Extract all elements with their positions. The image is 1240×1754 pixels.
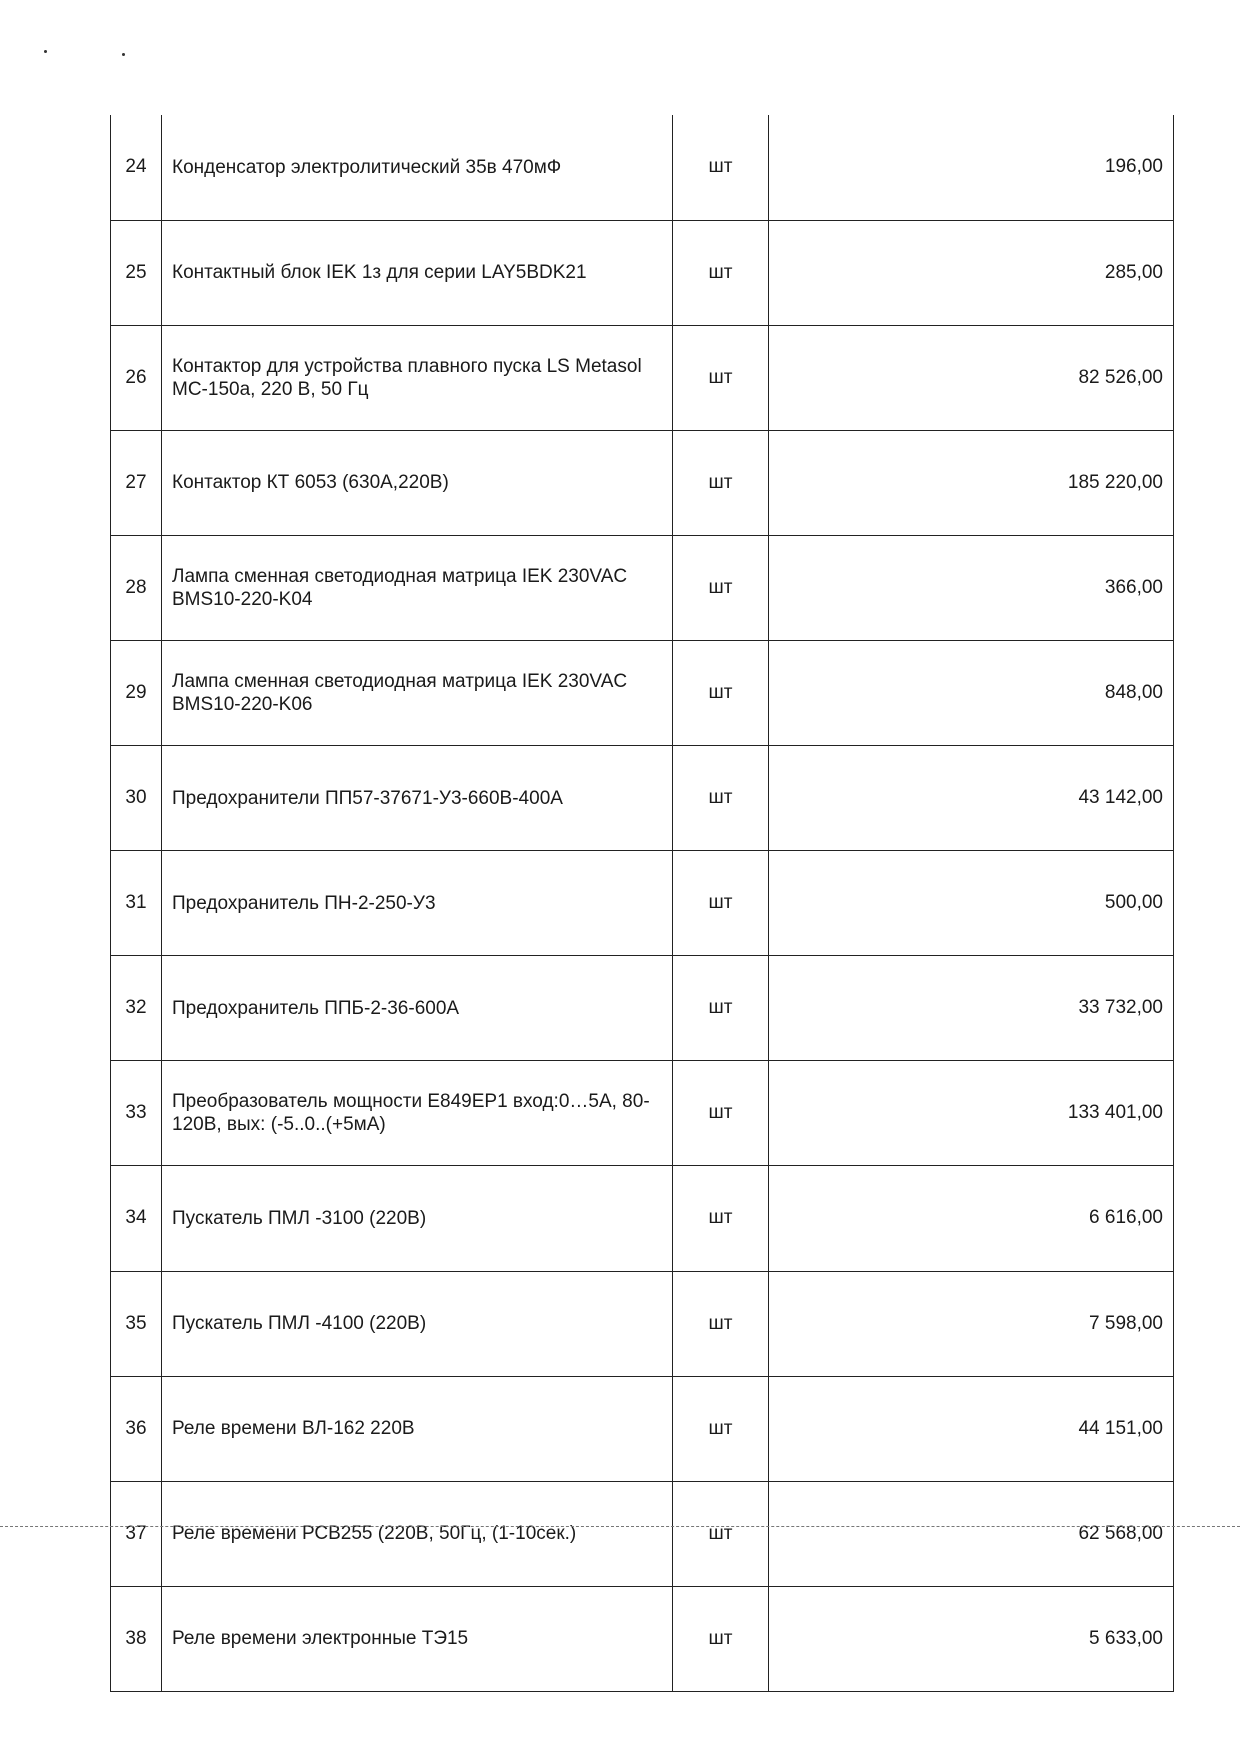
item-name: Контактный блок IEK 1з для серии LAY5BDK21 [162, 220, 673, 325]
row-number: 25 [111, 220, 162, 325]
price-cell: 62 568,00 [769, 1481, 1174, 1586]
table-row [111, 115, 1174, 220]
price-cell: 285,00 [769, 220, 1174, 325]
price-cell: 133 401,00 [769, 1061, 1174, 1166]
item-name: Предохранитель ПН-2-250-У3 [162, 851, 673, 956]
item-name: Реле времени РСВ255 (220В, 50Гц, (1-10сек.) [162, 1481, 673, 1586]
row-number: 36 [111, 1376, 162, 1481]
item-name: Контактор КТ 6053 (630А,220В) [162, 430, 673, 535]
unit-cell: шт [673, 430, 769, 535]
item-name: Пускатель ПМЛ -3100 (220В) [162, 1166, 673, 1271]
unit-cell: шт [673, 1376, 769, 1481]
items-table [110, 115, 1174, 1692]
row-number: 35 [111, 1271, 162, 1376]
item-name: Предохранители ПП57-37671-У3-660В-400А [162, 746, 673, 851]
table-row [111, 1376, 1174, 1481]
row-number: 38 [111, 1586, 162, 1691]
table-row [111, 1061, 1174, 1166]
unit-cell: шт [673, 1586, 769, 1691]
price-cell: 196,00 [769, 115, 1174, 220]
table-row [111, 640, 1174, 745]
item-name: Пускатель ПМЛ -4100 (220В) [162, 1271, 673, 1376]
item-name: Контактор для устройства плавного пуска LS Metasol MC-150a, 220 В, 50 Гц [162, 325, 673, 430]
price-cell: 82 526,00 [769, 325, 1174, 430]
table-row [111, 535, 1174, 640]
unit-cell: шт [673, 1166, 769, 1271]
row-number: 33 [111, 1061, 162, 1166]
unit-cell: шт [673, 115, 769, 220]
item-name: Реле времени электронные ТЭ15 [162, 1586, 673, 1691]
row-number: 24 [111, 115, 162, 220]
price-cell: 500,00 [769, 851, 1174, 956]
table-row [111, 430, 1174, 535]
item-name: Преобразователь мощности Е849ЕР1 вход:0…5А, 80-120В, вых: (-5..0..(+5мА) [162, 1061, 673, 1166]
table-row [111, 1481, 1174, 1586]
row-number: 28 [111, 535, 162, 640]
table-row [111, 325, 1174, 430]
item-name: Лампа сменная светодиодная матрица IEK 230VAC BMS10-220-K04 [162, 535, 673, 640]
price-cell: 848,00 [769, 640, 1174, 745]
row-number: 32 [111, 956, 162, 1061]
item-name: Предохранитель ППБ-2-36-600А [162, 956, 673, 1061]
table-row [111, 220, 1174, 325]
unit-cell: шт [673, 956, 769, 1061]
unit-cell: шт [673, 325, 769, 430]
table-row [111, 1586, 1174, 1691]
table-row [111, 1271, 1174, 1376]
unit-cell: шт [673, 1271, 769, 1376]
row-number: 37 [111, 1481, 162, 1586]
price-cell: 7 598,00 [769, 1271, 1174, 1376]
items-table-body [111, 115, 1174, 1692]
unit-cell: шт [673, 1061, 769, 1166]
price-cell: 44 151,00 [769, 1376, 1174, 1481]
row-number: 31 [111, 851, 162, 956]
scan-speck [122, 53, 125, 56]
table-row [111, 956, 1174, 1061]
row-number: 29 [111, 640, 162, 745]
price-cell: 6 616,00 [769, 1166, 1174, 1271]
unit-cell: шт [673, 640, 769, 745]
item-name: Реле времени ВЛ-162 220В [162, 1376, 673, 1481]
row-number: 30 [111, 746, 162, 851]
price-cell: 5 633,00 [769, 1586, 1174, 1691]
price-cell: 366,00 [769, 535, 1174, 640]
row-number: 34 [111, 1166, 162, 1271]
row-number: 26 [111, 325, 162, 430]
unit-cell: шт [673, 746, 769, 851]
unit-cell: шт [673, 1481, 769, 1586]
row-number: 27 [111, 430, 162, 535]
table-row [111, 851, 1174, 956]
item-name: Конденсатор электролитический 35в 470мФ [162, 115, 673, 220]
unit-cell: шт [673, 535, 769, 640]
unit-cell: шт [673, 851, 769, 956]
item-name: Лампа сменная светодиодная матрица IEK 230VAC BMS10-220-K06 [162, 640, 673, 745]
price-cell: 185 220,00 [769, 430, 1174, 535]
table-row [111, 1166, 1174, 1271]
scan-artifact-line [0, 1526, 1240, 1527]
price-cell: 43 142,00 [769, 746, 1174, 851]
price-cell: 33 732,00 [769, 956, 1174, 1061]
table-row [111, 746, 1174, 851]
scan-speck [44, 50, 47, 53]
unit-cell: шт [673, 220, 769, 325]
